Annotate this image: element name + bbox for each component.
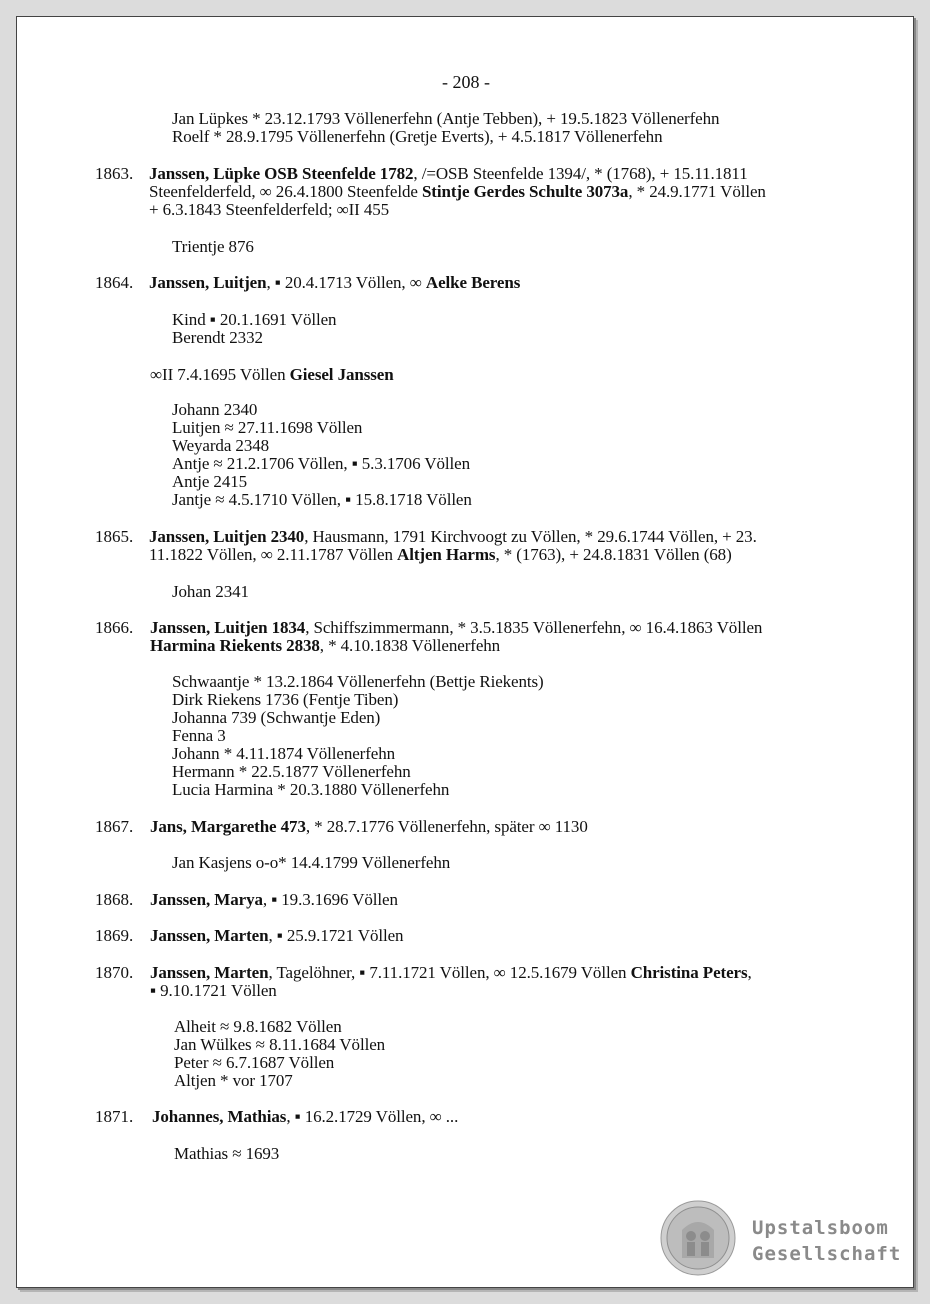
text-line [174, 1054, 334, 1072]
bold-name: Janssen, Marten [150, 963, 269, 982]
entry-number: 1864. [95, 273, 134, 292]
text-line [172, 437, 269, 455]
entry-heading-line [150, 619, 762, 637]
text-line [172, 455, 470, 473]
text-run: Jan Kasjens o-o* 14.4.1799 Völlenerfehn [172, 853, 451, 872]
text-line [172, 691, 398, 709]
text-run: Johanna 739 (Schwantje Eden) [172, 708, 381, 727]
text-run: , ▪ 16.2.1729 Völlen, ∞ ... [286, 1107, 459, 1126]
seal-icon [660, 1200, 736, 1276]
text-line [174, 1036, 385, 1054]
entry-number: 1865. [95, 527, 134, 546]
text-run: Hermann * 22.5.1877 Völlenerfehn [172, 762, 411, 781]
text-line [172, 673, 544, 691]
text-line [150, 982, 277, 1000]
text-run: Johann * 4.11.1874 Völlenerfehn [172, 744, 396, 763]
text-line [172, 854, 450, 872]
bold-name: Altjen Harms [397, 545, 496, 564]
text-line [149, 201, 389, 219]
text-run: , * 4.10.1838 Völlenerfehn [319, 636, 501, 655]
text-run: , Hausmann, 1791 Kirchvoogt zu Völlen, * 29.6.1744 Völlen, + 23. [304, 527, 757, 546]
text-run: , * 28.7.1776 Völlenerfehn, später ∞ 1130 [305, 817, 588, 836]
text-run: Weyarda 2348 [172, 436, 270, 455]
text-run: Peter ≈ 6.7.1687 Völlen [174, 1053, 335, 1072]
bold-name: Aelke Berens [425, 273, 521, 292]
text-run: , /=OSB Steenfelde 1394/, * (1768), + 15.11.1811 [413, 164, 748, 183]
entry-heading-line [149, 165, 748, 183]
entry-number: 1868. [95, 890, 134, 909]
text-run: Johann 2340 [172, 400, 258, 419]
text-run: Jan Wülkes ≈ 8.11.1684 Völlen [174, 1035, 386, 1054]
text-line [172, 745, 395, 763]
text-run: Johan 2341 [172, 582, 249, 601]
text-line [150, 366, 394, 384]
entry-number: 1863. [95, 164, 134, 183]
text-run: Fenna 3 [172, 726, 226, 745]
entry-heading-line [150, 927, 403, 945]
entry-number: 1866. [95, 618, 134, 637]
bold-name: Janssen, Luitjen [149, 273, 267, 292]
bold-name: Jans, Margarethe 473 [150, 817, 306, 836]
text-run: , Schiffszimmermann, * 3.5.1835 Völlenerfehn, ∞ 16.4.1863 Völlen [305, 618, 763, 637]
text-line [172, 709, 380, 727]
text-line [172, 763, 411, 781]
bold-name: Janssen, Luitjen 1834 [150, 618, 306, 637]
text-run: Jan Lüpkes * 23.12.1793 Völlenerfehn (Antje Tebben), + 19.5.1823 Völlenerfehn [172, 109, 720, 128]
text-line [172, 238, 254, 256]
text-line [172, 110, 719, 128]
text-line [174, 1018, 342, 1036]
text-line [174, 1072, 293, 1090]
bold-name: Giesel Janssen [289, 365, 394, 384]
entry-number: 1871. [95, 1107, 134, 1126]
bold-name: Janssen, Marya [150, 890, 263, 909]
bold-name: Janssen, Luitjen 2340 [149, 527, 305, 546]
entry-heading-line [150, 964, 752, 982]
bold-name: Christina Peters [630, 963, 748, 982]
entry-heading-line [150, 891, 398, 909]
bold-name: Stintje Gerdes Schulte 3073a [421, 182, 629, 201]
page-number: - 208 - [442, 72, 490, 92]
text-run: Antje ≈ 21.2.1706 Völlen, ▪ 5.3.1706 Völlen [172, 454, 470, 473]
text-line [172, 419, 362, 437]
text-run: Roelf * 28.9.1795 Völlenerfehn (Gretje Everts), + 4.5.1817 Völlenerfehn [172, 127, 663, 146]
text-run: , ▪ 25.9.1721 Völlen [268, 926, 404, 945]
text-line [172, 311, 336, 329]
text-line [172, 329, 263, 347]
text-run: Mathias ≈ 1693 [174, 1144, 280, 1163]
text-run: Altjen * vor 1707 [174, 1071, 293, 1090]
text-run: Antje 2415 [172, 472, 248, 491]
entry-heading-line [152, 1108, 458, 1126]
text-run: Lucia Harmina * 20.3.1880 Völlenerfehn [172, 780, 450, 799]
text-line [172, 473, 247, 491]
text-run: 11.1822 Völlen, ∞ 2.11.1787 Völlen [149, 545, 398, 564]
text-run: Jantje ≈ 4.5.1710 Völlen, ▪ 15.8.1718 Völlen [172, 490, 472, 509]
text-run: , * (1763), + 24.8.1831 Völlen (68) [495, 545, 732, 564]
text-line [172, 128, 662, 146]
text-line [149, 546, 732, 564]
entry-heading-line [149, 274, 520, 292]
bold-name: Johannes, Mathias [152, 1107, 287, 1126]
text-line [172, 781, 449, 799]
text-run: ∞II 7.4.1695 Völlen [150, 365, 290, 384]
text-line [172, 727, 226, 745]
entry-heading-line [149, 528, 757, 546]
text-run: ▪ 9.10.1721 Völlen [150, 981, 277, 1000]
entry-number: 1867. [95, 817, 134, 836]
brand-line-1: Upstalsboom [752, 1217, 889, 1239]
text-run: Dirk Riekens 1736 (Fentje Tiben) [172, 690, 399, 709]
text-run: Berendt 2332 [172, 328, 263, 347]
text-line [172, 491, 472, 509]
entry-number: 1870. [95, 963, 134, 982]
text-run: Luitjen ≈ 27.11.1698 Völlen [172, 418, 363, 437]
text-line [149, 183, 766, 201]
text-run: Steenfelderfeld, ∞ 26.4.1800 Steenfelde [149, 182, 422, 201]
bold-name: Janssen, Lüpke OSB Steenfelde 1782 [149, 164, 414, 183]
text-run: Trientje 876 [172, 237, 254, 256]
entry-number: 1869. [95, 926, 134, 945]
text-line [174, 1145, 279, 1163]
text-run: , ▪ 20.4.1713 Völlen, ∞ [266, 273, 426, 292]
text-run: Schwaantje * 13.2.1864 Völlenerfehn (Bettje Riekents) [172, 672, 544, 691]
bold-name: Janssen, Marten [150, 926, 269, 945]
text-line [150, 637, 500, 655]
bold-name: Harmina Riekents 2838 [150, 636, 320, 655]
text-line [172, 401, 257, 419]
text-run: Alheit ≈ 9.8.1682 Völlen [174, 1017, 342, 1036]
text-run: Kind ▪ 20.1.1691 Völlen [172, 310, 337, 329]
entry-heading-line [150, 818, 588, 836]
text-run: , Tagelöhner, ▪ 7.11.1721 Völlen, ∞ 12.5.1679 Völlen [268, 963, 631, 982]
text-run: + 6.3.1843 Steenfelderfeld; ∞II 455 [149, 200, 390, 219]
text-run: , ▪ 19.3.1696 Völlen [262, 890, 398, 909]
text-run: , [747, 963, 752, 982]
text-line [172, 583, 249, 601]
brand-line-2: Gesellschaft [752, 1243, 902, 1265]
text-run: , * 24.9.1771 Völlen [628, 182, 766, 201]
